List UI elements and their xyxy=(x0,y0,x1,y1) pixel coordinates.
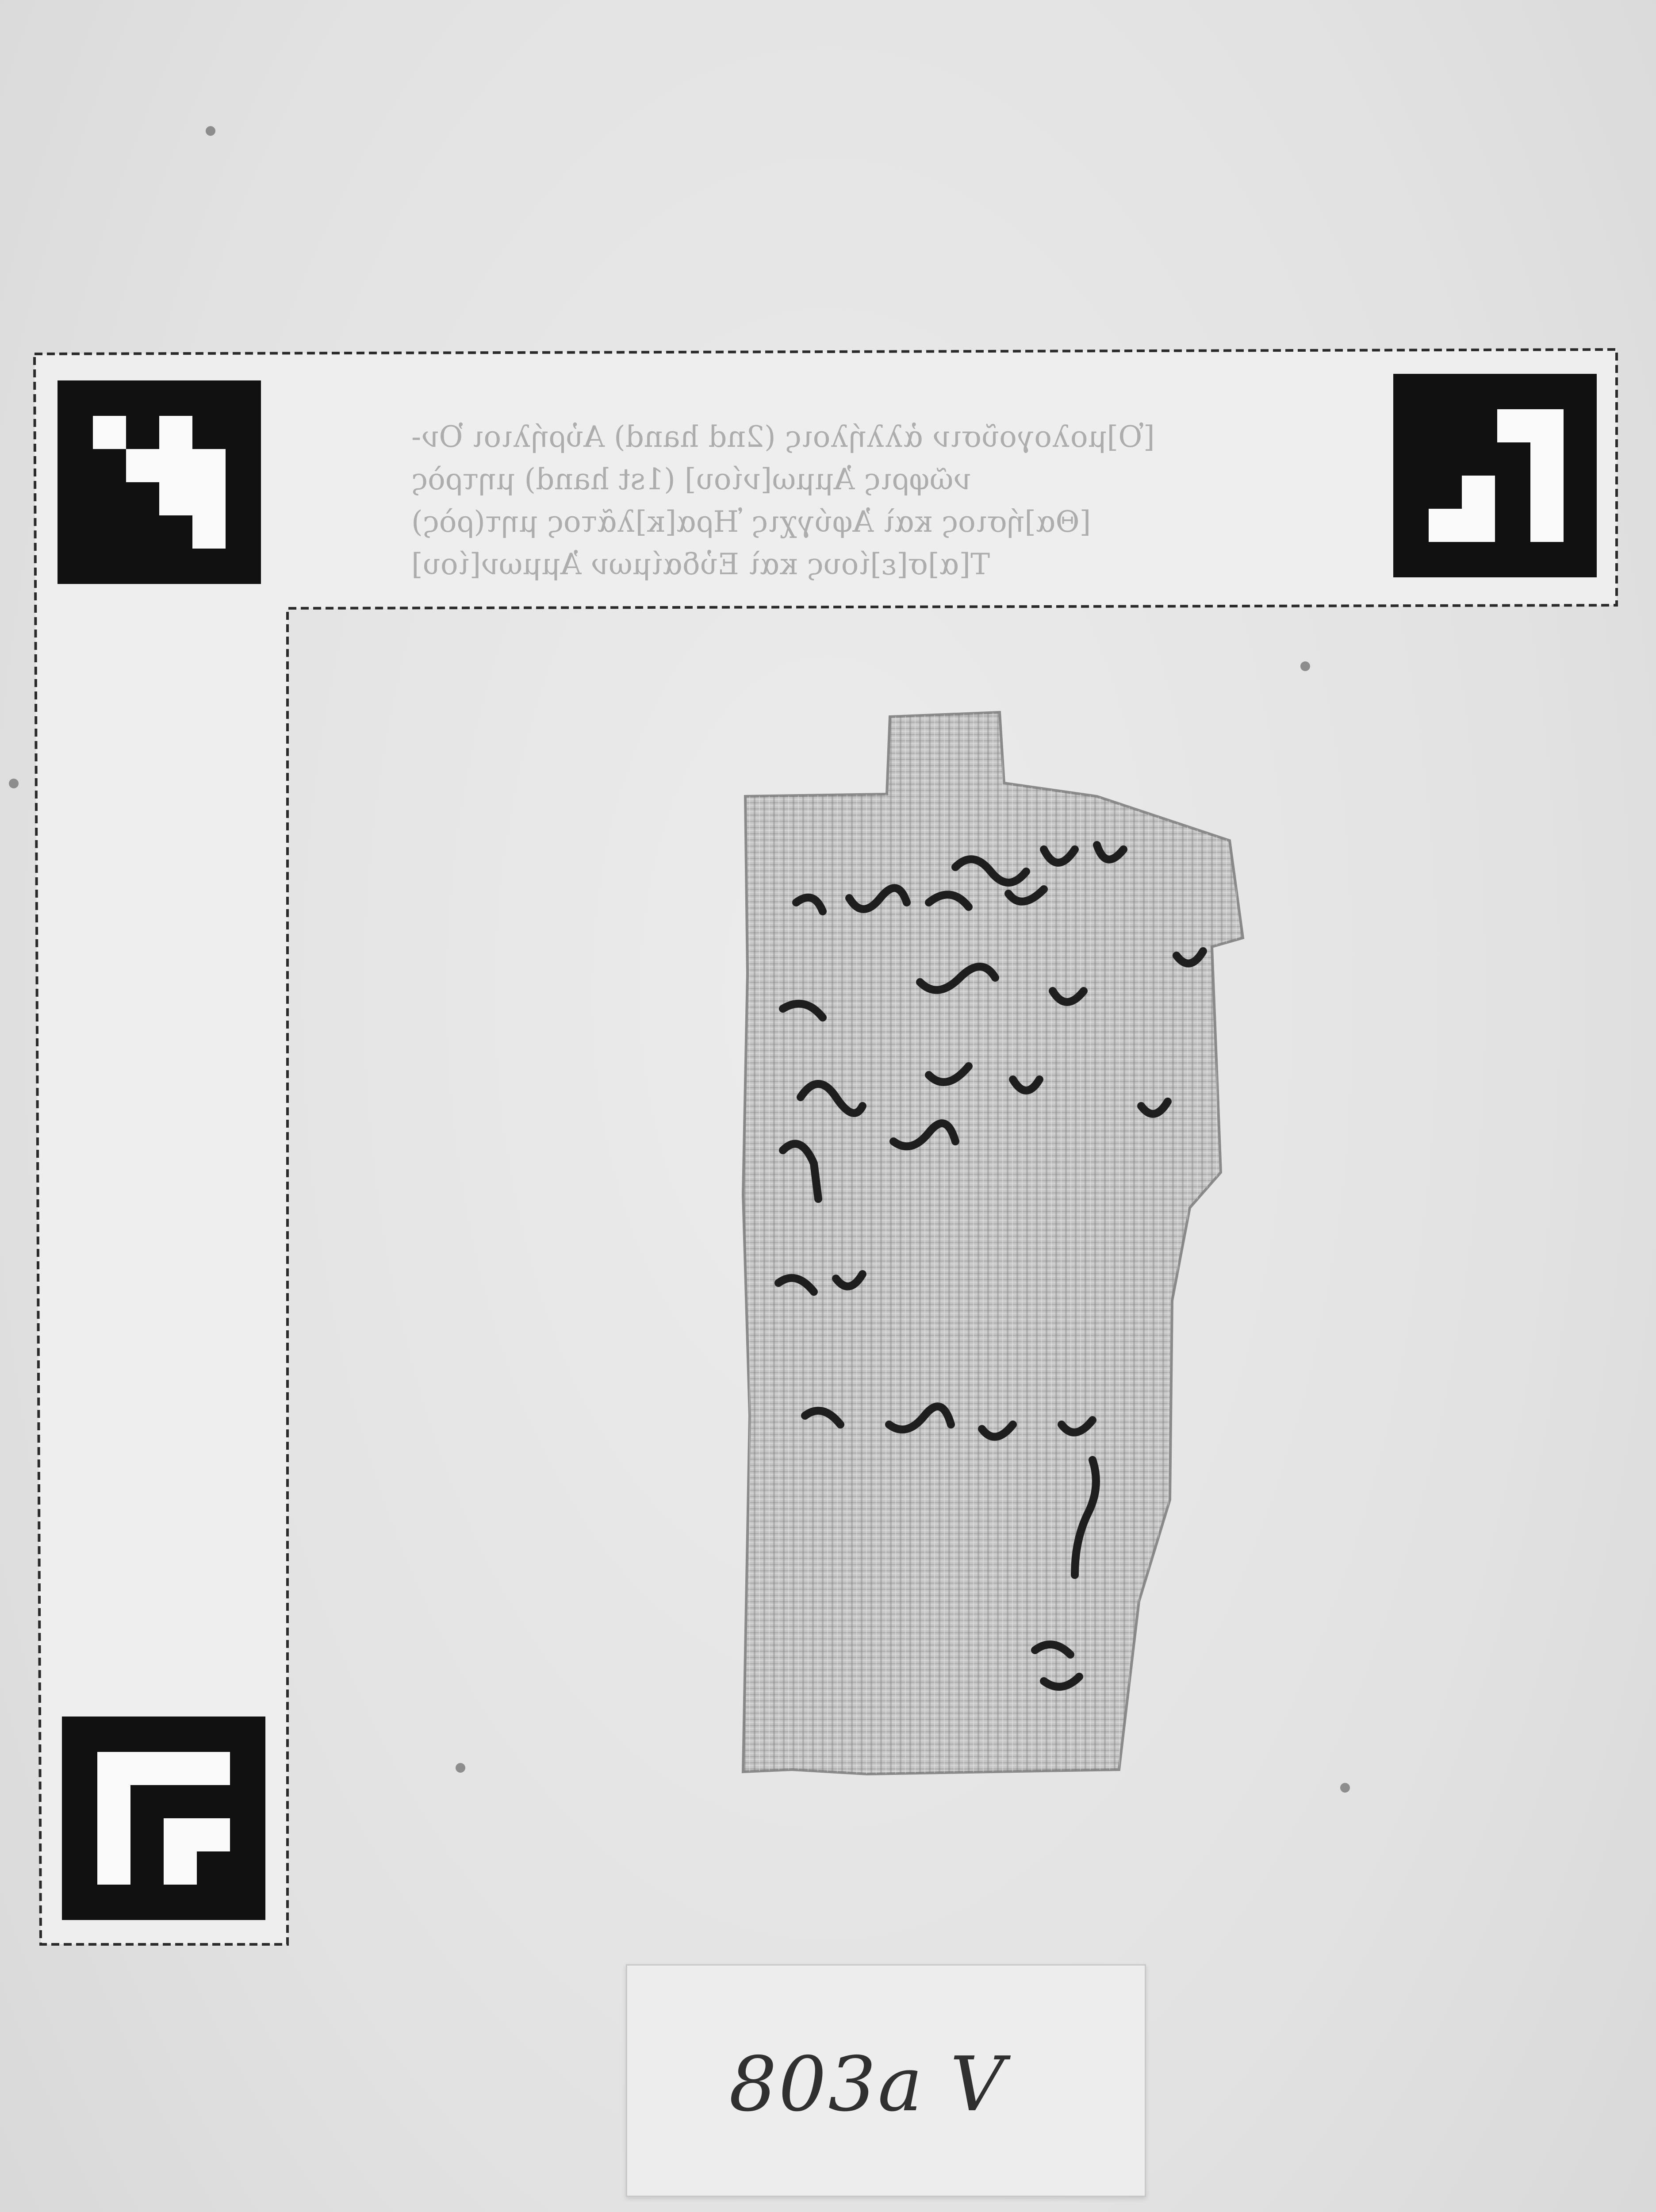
papyrus-fragment xyxy=(734,708,1256,1796)
specimen-label-text: 803a V xyxy=(729,2041,1006,2128)
reverse-printed-text xyxy=(411,416,1296,586)
fiducial-marker-top-left xyxy=(58,380,261,584)
specimen-label-card xyxy=(626,1964,1146,2197)
reverse-line: [Ὁ]μολογοῦσιν ἀλλήλοις (2nd hand) Αὐρήλιοι Ὀν- xyxy=(411,420,1155,454)
fiducial-marker-top-right xyxy=(1393,374,1597,577)
fiducial-marker-bottom-left xyxy=(62,1717,265,1920)
reverse-line: [Θα]ήσιος καὶ Ἀφύγχις Ἡρα[κ]λᾶτος μητ(ρὸς) xyxy=(411,505,1091,539)
reverse-line: Τ[α]σ[ε]ίους καὶ Εὐδαίμων Ἀμμων[ίου] xyxy=(411,547,990,581)
reverse-line: νῶφρις Ἀμμω[νίου] (1st hand) μητρὸς xyxy=(411,462,971,496)
